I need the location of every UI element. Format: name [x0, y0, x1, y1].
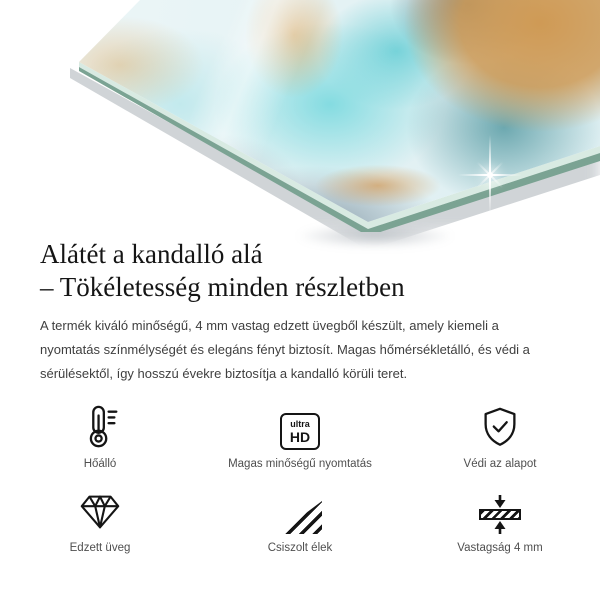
feature-protects-base: [400, 402, 600, 470]
feature-tempered-glass: [0, 486, 200, 554]
feature-label: Hőálló: [83, 458, 117, 470]
feature-thickness-4mm: [400, 486, 600, 554]
thermometer-icon: [77, 402, 123, 450]
ultra-hd-icon: [280, 402, 320, 450]
feature-label: Edzett üveg: [69, 542, 131, 554]
page-title-line2: – Tökéletesség minden részletben: [40, 272, 405, 302]
diamond-icon: [77, 486, 123, 534]
product-hero-image: [0, 0, 600, 232]
feature-heat-resistant: [0, 402, 200, 470]
thickness-arrows-icon: [479, 486, 521, 534]
feature-polished-edges: [200, 486, 400, 554]
shield-check-icon: [477, 402, 523, 450]
product-description: A termék kiváló minőségű, 4 mm vastag edzett üvegből készült, amely kiemeli a nyomtatás színmélységét és elegáns fényt biztosít. Magas hőmérsékletálló, és védi a sérülésektől, így hosszú évekre biztosítja a kandalló körüli teret.: [40, 318, 530, 381]
feature-ultra-hd-print: [200, 402, 400, 470]
feature-label: Védi az alapot: [463, 458, 537, 470]
page-title-line1: Alátét a kandalló alá: [40, 239, 263, 269]
polished-edges-icon: [278, 486, 322, 534]
feature-label: Csiszolt élek: [267, 542, 333, 554]
ultra-hd-icon-text-top: ultra: [290, 418, 310, 429]
ultra-hd-icon-text-bottom: HD: [289, 428, 311, 445]
feature-label: Vastagság 4 mm: [457, 542, 543, 554]
feature-label: Magas minőségű nyomtatás: [228, 458, 372, 470]
feature-grid: [0, 402, 600, 554]
